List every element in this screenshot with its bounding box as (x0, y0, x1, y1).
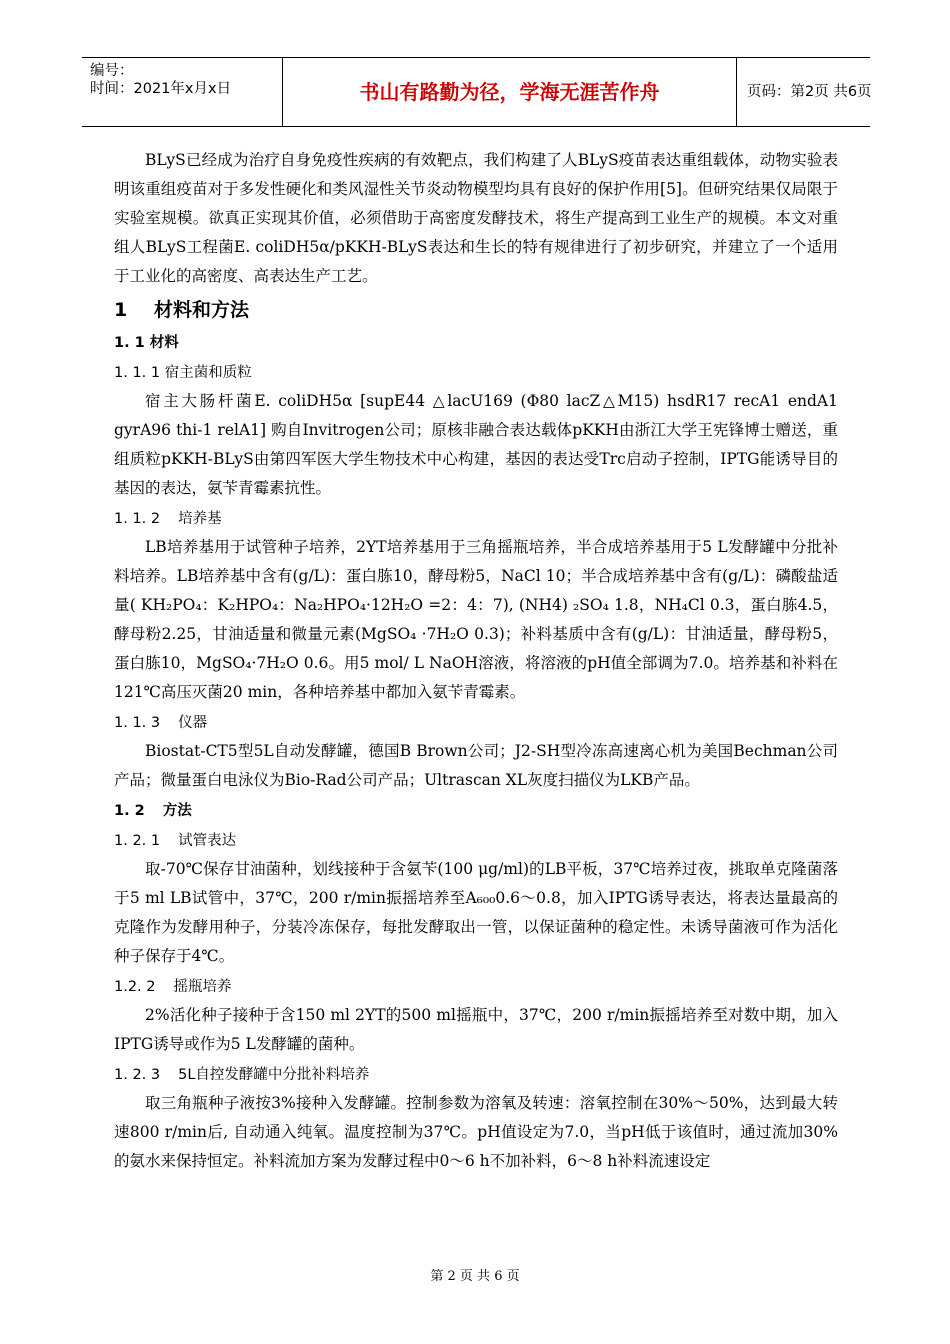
section-number: 1 (114, 299, 128, 321)
intro-paragraph: BLyS已经成为治疗自身免疫性疾病的有效靶点，我们构建了人BLyS疫苗表达重组载体，动物实验表明该重组疫苗对于多发性硬化和类风湿性关节炎动物模型均具有良好的保护作用[5]。但研究结果仅局限于实验室规模。欲真正实现其价值，必须借助于高密度发酵技术，将生产提高到工业生产的规模。本文对重组人BLyS工程菌E. coliDH5α/pKKH-BLyS表达和生长的特有规律进行了初步研究，并建立了一个适用于工业化的高密度、高表达生产工艺。 (114, 151, 838, 285)
header-right-cell (737, 58, 870, 126)
header-motto: 书山有路勤为径，学海无涯苦作舟 (359, 80, 660, 104)
subsubsection-heading-flask (114, 973, 838, 1001)
subsubsection-heading-medium (114, 505, 838, 533)
heading-number: 1. 2 (114, 803, 145, 819)
heading-number: 1. 1. 2 (114, 511, 161, 527)
heading-number: 1. 2. 3 (114, 1067, 161, 1083)
doc-number-label: 编号： (90, 63, 134, 79)
subsubsection-heading-fermenter (114, 1061, 838, 1089)
heading-title: 5L自控发酵罐中分批补料培养 (178, 1067, 370, 1083)
tube-paragraph: 取-70℃保存甘油菌种，划线接种于含氨苄(100 μg/ml)的LB平板，37℃培养过夜，挑取单克隆菌落于5 ml LB试管中，37℃，200 r/min振摇培养至A₆₀₀0.6～0.8，加入IPTG诱导表达，将表达量最高的克隆作为发酵用种子，分装冷冻保存，每批发酵取出一管，以保证菌种的稳定性。未诱导菌液可作为活化种子保存于4℃。 (114, 860, 838, 965)
section-heading (114, 295, 838, 325)
subsection-heading-methods (114, 797, 838, 825)
medium-paragraph: LB培养基用于试管种子培养，2YT培养基用于三角摇瓶培养，半合成培养基用于5 L发酵罐中分批补料培养。LB培养基中含有(g/L)：蛋白胨10，酵母粉5，NaCl 10；半合成培养基中含有(g/L)：磷酸盐适量( KH₂PO₄：K₂HPO₄：Na₂HPO₄·12H₂O =2：4：7), (NH4) ₂SO₄ 1.8，NH₄Cl 0.3，蛋白胨4.5，酵母粉2.25，甘油适量和微量元素(MgSO₄ ·7H₂O 0.3)；补料基质中含有(g/L)：甘油适量，酵母粉5，蛋白胨10，MgSO₄·7H₂O 0.6。用5 mol/ L NaOH溶液，将溶液的pH值全部调为7.0。培养基和补料在121℃高压灭菌20 min，各种培养基中都加入氨苄青霉素。 (114, 538, 838, 701)
heading-title: 培养基 (178, 511, 222, 527)
host-paragraph: 宿主大肠杆菌E. coliDH5α [supE44 △lacU169 (Φ80 lacZ△M15) hsdR17 recA1 endA1 gyrA96 thi-1 relA1] 购自Invitrogen公司；原核非融合表达载体pKKH由浙江大学王宪锋博士赠送，重组质粒pKKH-BLyS由第四军医大学生物技术中心构建，基因的表达受Trc启动子控制，IPTG能诱导目的基因的表达，氨苄青霉素抗性。 (114, 392, 838, 497)
subsubsection-heading-instruments (114, 709, 838, 737)
subsubsection-heading-tube (114, 827, 838, 855)
subsubsection-heading-host: 1. 1. 1 宿主菌和质粒 (114, 365, 252, 381)
heading-title: 仪器 (178, 715, 208, 731)
document-body (114, 146, 838, 1176)
heading-title: 摇瓶培养 (173, 979, 232, 995)
fermenter-paragraph: 取三角瓶种子液按3%接种入发酵罐。控制参数为溶氧及转速：溶氧控制在30%～50%，达到最大转速800 r/min后, 自动通入纯氧。温度控制为37℃。pH值设定为7.0，当pH低于该值时，通过流加30%的氨水来保持恒定。补料流加方案为发酵过程中0～6 h不加补料，6～8 h补料流速设定 (114, 1094, 838, 1170)
heading-number: 1. 1. 3 (114, 715, 161, 731)
header-mid-cell (282, 58, 737, 126)
subsection-heading-materials: 1. 1 材料 (114, 335, 179, 351)
header-page-code: 页码：第2页 共6页 (747, 84, 872, 100)
header-left-cell (82, 58, 282, 126)
instruments-paragraph: Biostat-CT5型5L自动发酵罐，德国B Brown公司；J2-SH型冷冻高速离心机为美国Bechman公司产品；微量蛋白电泳仪为Bio-Rad公司产品；Ultrascan XL灰度扫描仪为LKB产品。 (114, 742, 838, 789)
heading-number: 1.2. 2 (114, 979, 156, 995)
section-title: 材料和方法 (154, 299, 250, 321)
page-footer: 第 2 页 共 6 页 (430, 1269, 520, 1284)
heading-title: 方法 (162, 803, 192, 819)
page-header (82, 57, 870, 127)
heading-title: 试管表达 (178, 833, 237, 849)
flask-paragraph: 2%活化种子接种于含150 ml 2YT的500 ml摇瓶中，37℃，200 r/min振摇培养至对数中期，加入IPTG诱导或作为5 L发酵罐的菌种。 (114, 1006, 838, 1053)
doc-time-label: 时间：2021年x月x日 (90, 81, 232, 97)
heading-number: 1. 2. 1 (114, 833, 161, 849)
